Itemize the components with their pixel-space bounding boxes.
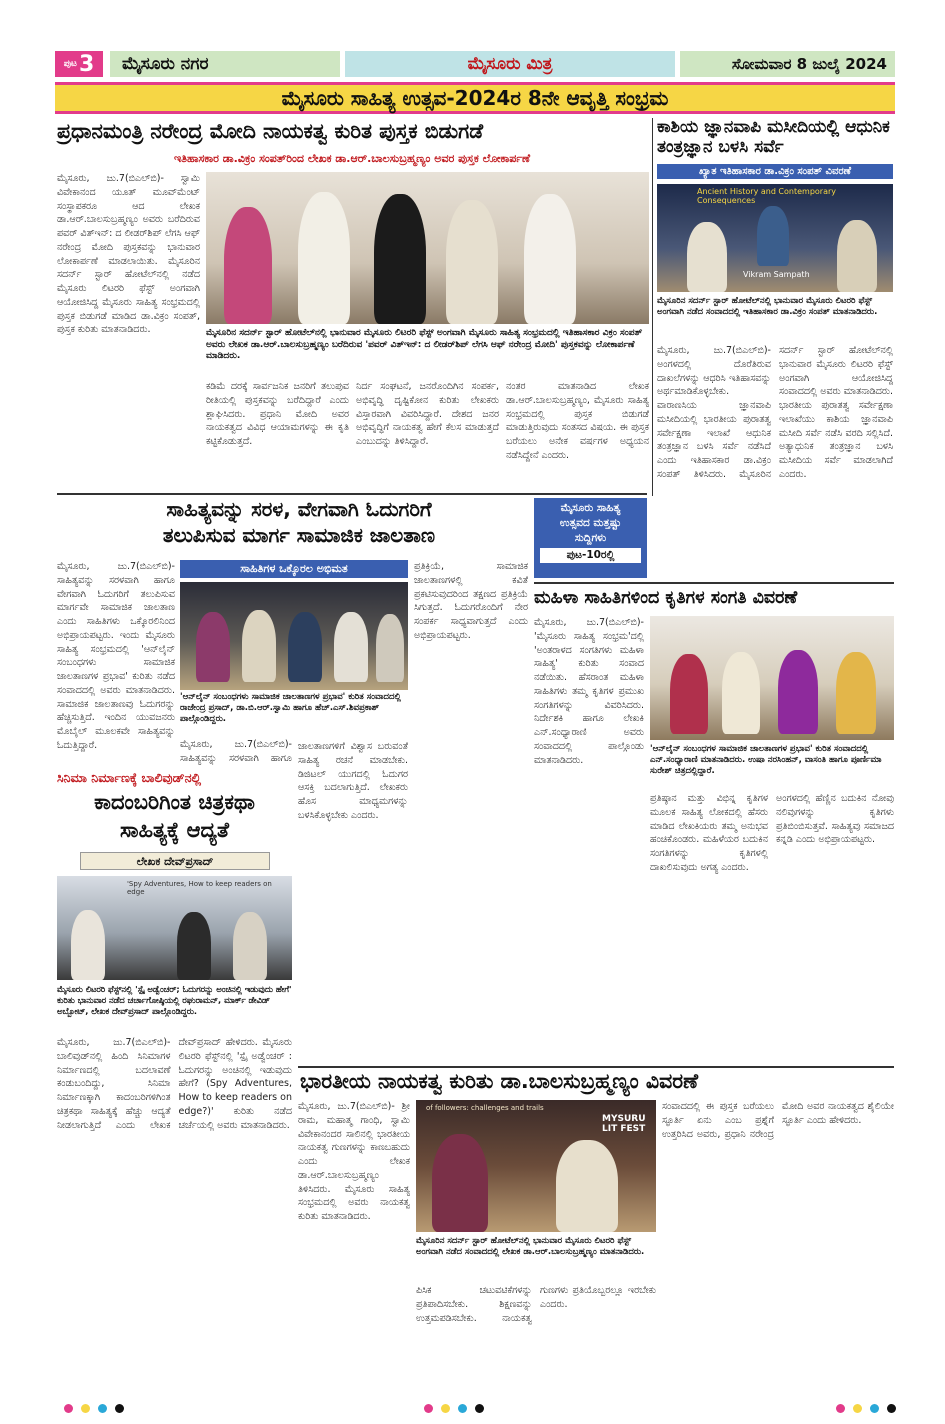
registration-dot — [98, 1404, 107, 1413]
story3-headline-line2: ತಲುಪಿಸುವ ಮಾರ್ಗ ಸಾಮಾಜಿಕ ಜಾಲತಾಣ — [162, 523, 436, 547]
story6-photo — [416, 1100, 656, 1232]
section-city: ಮೈಸೂರು ನಗರ — [110, 51, 340, 77]
screen-name: Vikram Sampath — [743, 270, 810, 279]
story3-body: ಮೈಸೂರು, ಜು.7(ಬಿಎಲ್‌ಬಿ)- ಸಾಹಿತ್ಯವನ್ನು ಸರಳವಾಗಿ ಹಾಗೂ ವೇಗವಾಗಿ ಓದುಗರಿಗೆ ತಲುಪಿಸುವ ಮಾರ್ಗವೇ ಸಾಮಾಜಿಕ ಜಾಲತಾಣ ಎಂದು ಸಾಹಿತಿಗಳು ಒಕ್ಕೊರಲಿನಿಂದ ಅಭಿಪ್ರಾಯಪಟ್ಟರು. ಇಂದು ಮೈಸೂರು ಸಾಹಿತ್ಯ ಸಂಭ್ರಮದಲ್ಲಿ 'ಆನ್‌ಲೈನ್ ಸಂಬಂಧಗಳು ಸಾಮಾಜಿಕ ಜಾಲತಾಣಗಳ ಪ್ರಭಾವ' ಕುರಿತು ನಡೆದ ಸಂವಾದದಲ್ಲಿ ಅವರು ಮಾತನಾಡಿದರು. ಸಾಮಾಜಿಕ ಜಾಲತಾಣವು ಓದುಗರನ್ನು ಹೆಚ್ಚಿಸುತ್ತಿದೆ. ಇಂದಿನ ಯುವಜನರು ಮೊಬೈಲ್ ಮೂಲಕವೇ ಸಾಹಿತ್ಯವನ್ನು ಓದುತ್ತಿದ್ದಾರೆ. — [57, 561, 175, 751]
registration-dot — [441, 1404, 450, 1413]
registration-dot — [81, 1404, 90, 1413]
issue-date: ಸೋಮವಾರ 8 ಜುಲೈ 2024 — [680, 51, 895, 77]
story4-headline: ಮಹಿಳಾ ಸಾಹಿತಿಗಳಿಂದ ಕೃತಿಗಳ ಸಂಗತಿ ವಿವರಣೆ — [534, 588, 798, 608]
person-figure — [334, 612, 368, 682]
registration-dot — [475, 1404, 484, 1413]
story1-caption: ಮೈಸೂರಿನ ಸದರ್ನ್ ಸ್ಟಾರ್ ಹೋಟೆಲ್‌ನಲ್ಲಿ ಭಾನುವಾರ ಮೈಸೂರು ಲಿಟರರಿ ಫೆಸ್ಟ್ ಅಂಗವಾಗಿ ಮೈಸೂರು ಸಾಹಿತ್ಯ ಸಂಭ್ರಮದಲ್ಲಿ ಇತಿಹಾಸಕಾರ ವಿಕ್ರಂ ಸಂಪತ್ ಅವರು ಲೇಖಕ ಡಾ.ಆರ್.ಬಾಲಸುಬ್ರಹ್ಮಣ್ಯಂ ಬರೆದಿರುವ 'ಪವರ್ ವಿತ್ಇನ್: ದ ಲೀಡರ್‌ಶಿಪ್ ಲೆಗಸಿ ಆಫ್ ನರೇಂದ್ರ ಮೋದಿ' ಪುಸ್ತಕವನ್ನು ಲೋಕಾರ್ಪಣೆ ಮಾಡಿದರು. — [206, 328, 643, 362]
person-figure — [837, 220, 877, 292]
promo-line2: ಉತ್ಸವದ ಮತ್ತಷ್ಟು — [559, 517, 622, 530]
story6-headline: ಭಾರತೀಯ ನಾಯಕತ್ವ ಕುರಿತು ಡಾ.ಬಾಲಸುಬ್ರಹ್ಮಣ್ಯಂ ವಿವರಣೆ — [300, 1069, 699, 1093]
story5-photo — [57, 876, 292, 980]
page-number-box — [55, 51, 103, 77]
person-figure — [836, 652, 876, 734]
person-figure — [556, 1140, 618, 1232]
registration-dot — [64, 1404, 73, 1413]
person-figure — [298, 192, 350, 324]
person-figure — [524, 194, 576, 324]
footer-registration-dots-center — [424, 1404, 484, 1413]
story3-col-extra: ಪ್ರತಿಕ್ರಿಯೆ, ಸಾಮಾಜಿಕ ಜಾಲತಾಣಗಳಲ್ಲಿ ಕವಿತೆ ಪ್ರಕಟಿಸುವುದರಿಂದ ತಕ್ಷಣದ ಪ್ರತಿಕ್ರಿಯೆ ಸಿಗುತ್ತದೆ. ಓದುಗರೊಂದಿಗೆ ನೇರ ಸಂಪರ್ಕ ಸಾಧ್ಯವಾಗುತ್ತದೆ ಎಂದು ಅಭಿಪ್ರಾಯಪಟ್ಟರು. — [414, 561, 528, 641]
person-figure — [376, 614, 404, 682]
registration-dot — [115, 1404, 124, 1413]
person-figure — [177, 912, 211, 980]
story1-col3: ನಿರ್ದ ಸಂಘಟನೆ, ಜನರೊಂದಿಗಿನ ಸಂಪರ್ಕ, ಅಭಿವೃದ್ಧಿ ದೃಷ್ಟಿಕೋನ ಕುರಿತು ಲೇಖಕರು ವಿಸ್ತಾರವಾಗಿ ವಿವರಿಸಿದ್ದಾರೆ. ದೇಶದ ಜನರ ಅಭಿವೃದ್ಧಿಗೆ ನಾಯಕತ್ವ ಹೇಗೆ ಕೆಲಸ ಮಾಡುತ್ತದೆ ಎಂಬುದನ್ನು ತಿಳಿಸಿದ್ದಾರೆ. — [356, 381, 499, 448]
registration-dot — [870, 1404, 879, 1413]
story6-col3: ಸಂವಾದದಲ್ಲಿ ಈ ಪುಸ್ತಕ ಬರೆಯಲು ಸ್ಫೂರ್ತಿ ಏನು ಎಂಬ ಪ್ರಶ್ನೆಗೆ ಉತ್ತರಿಸಿದ ಅವರು, ಪ್ರಧಾನಿ ನರೇಂದ್ರ ಮೋದಿ ಅವರ ನಾಯಕತ್ವದ ಶೈಲಿಯೇ ಸ್ಫೂರ್ತಿ ಎಂದು ಹೇಳಿದರು. — [662, 1101, 894, 1140]
section-divider — [298, 1066, 894, 1068]
promo-line1: ಮೈಸೂರು ಸಾಹಿತ್ಯ — [560, 502, 621, 514]
story4-photo — [650, 616, 894, 740]
person-figure — [242, 610, 276, 682]
story4-col1: ಮೈಸೂರು, ಜು.7(ಬಿಎಲ್‌ಬಿ)- 'ಮೈಸೂರು ಸಾಹಿತ್ಯ ಸಂಭ್ರಮ'ದಲ್ಲಿ 'ಅಂತರಾಳದ ಸಂಗತಿಗಳು ಮಹಿಳಾ ಸಾಹಿತ್ಯ' ಕುರಿತು ಸಂವಾದ ನಡೆಯಿತು. ಹೆಸರಾಂತ ಮಹಿಳಾ ಸಾಹಿತಿಗಳು ತಮ್ಮ ಕೃತಿಗಳ ಪ್ರಮುಖ ಸಂಗತಿಗಳನ್ನು ವಿವರಿಸಿದರು. ನಿರ್ದೇಶಕಿ ಹಾಗೂ ಲೇಖಕಿ ಎನ್.ಸಂಧ್ಯಾರಾಣಿ ಅವರು ಸಂವಾದದಲ್ಲಿ ಪಾಲ್ಗೊಂಡು ಮಾತನಾಡಿದರು. — [534, 617, 644, 766]
screen-text: Ancient History and Contemporary Consequences — [697, 187, 837, 205]
story5-headline-line2: ಸಾಹಿತ್ಯಕ್ಕೆ ಆದ್ಯತೆ — [120, 818, 229, 842]
story5-kicker: ಸಿನಿಮಾ ನಿರ್ಮಾಣಕ್ಕೆ ಬಾಲಿವುಡ್‌ನಲ್ಲಿ — [57, 770, 202, 785]
person-figure — [687, 222, 727, 292]
person-figure — [71, 910, 105, 980]
story2-photo — [657, 184, 893, 292]
newspaper-logo: ಮೈಸೂರು ಮಿತ್ರ — [345, 51, 675, 77]
column-divider — [652, 118, 653, 496]
promo-box — [534, 498, 647, 578]
story4-col3: ಅಂಗಳದಲ್ಲಿ ಹೆಣ್ಣಿನ ಬದುಕಿನ ನೋವು ನಲಿವುಗಳನ್ನು ಕೃತಿಗಳು ಪ್ರತಿಬಿಂಬಿಸುತ್ತವೆ. ಸಾಹಿತ್ಯವು ಸಮಾಜದ ಕನ್ನಡಿ ಎಂದು ಅಭಿಪ್ರಾಯಪಟ್ಟರು. — [776, 793, 894, 846]
person-figure — [374, 194, 426, 324]
story5-col2: ಜಾಲತಾಣಗಳಿಗೆ ವಿಶ್ವಾಸ ಬರುವಂತೆ ಸಾಹಿತ್ಯ ರಚನೆ ಮಾಡಬೇಕು. ಡಿಜಿಟಲ್ ಯುಗದಲ್ಲಿ ಓದುಗರ ಆಸಕ್ತಿ ಬದಲಾಗುತ್ತಿದೆ. ಲೇಖಕರು ಹೊಸ ಮಾಧ್ಯಮಗಳನ್ನು ಬಳಸಿಕೊಳ್ಳಬೇಕು ಎಂದರು. — [298, 741, 408, 821]
person-figure — [224, 207, 272, 324]
registration-dot — [458, 1404, 467, 1413]
story4-col2: ಪ್ರತಿಷ್ಠಾನ ಮತ್ತು ವಿಭಿನ್ನ ಕೃತಿಗಳ ಮೂಲಕ ಸಾಹಿತ್ಯ ಲೋಕದಲ್ಲಿ ಹೆಸರು ಮಾಡಿದ ಲೇಖಕಿಯರು ತಮ್ಮ ಅನುಭವ ಹಂಚಿಕೊಂಡರು. ಮಹಿಳೆಯರ ಬದುಕಿನ ಸಂಗತಿಗಳನ್ನು ಕೃತಿಗಳಲ್ಲಿ ದಾಖಲಿಸುವುದು ಅಗತ್ಯ ಎಂದರು. — [650, 793, 768, 873]
story2-headline: ಕಾಶಿಯ ಜ್ಞಾನವಾಪಿ ಮಸೀದಿಯಲ್ಲಿ ಆಧುನಿಕ ತಂತ್ರಜ್ಞಾನ ಬಳಸಿ ಸರ್ವೆ — [657, 117, 890, 157]
registration-dot — [887, 1404, 896, 1413]
person-figure — [722, 652, 760, 734]
story6-col1: ಮೈಸೂರು, ಜು.7(ಬಿಎಲ್‌ಬಿ)- ಶ್ರೀ ರಾಮ, ಮಹಾತ್ಮ ಗಾಂಧಿ, ಸ್ವಾಮಿ ವಿವೇಕಾನಂದರ ಸಾಲಿನಲ್ಲಿ ಭಾರತೀಯ ನಾಯಕತ್ವ ಗುಣಗಳನ್ನು ಕಾಣಬಹುದು ಎಂದು ಲೇಖಕ ಡಾ.ಆರ್.ಬಾಲಸುಬ್ರಹ್ಮಣ್ಯಂ ತಿಳಿಸಿದರು. ಮೈಸೂರು ಸಾಹಿತ್ಯ ಸಂಭ್ರಮದಲ್ಲಿ ಅವರು ನಾಯಕತ್ವ ಕುರಿತು ಮಾತನಾಡಿದರು. — [298, 1101, 410, 1223]
promo-line4: ಪುಟ-10ರಲ್ಲಿ — [540, 548, 641, 563]
person-figure — [233, 912, 267, 980]
person-figure — [432, 1134, 488, 1232]
story3-headline-line1: ಸಾಹಿತ್ಯವನ್ನು ಸರಳ, ವೇಗವಾಗಿ ಓದುಗರಿಗೆ — [166, 497, 432, 521]
screen-sub: of followers: challenges and trails — [426, 1104, 544, 1112]
registration-dot — [424, 1404, 433, 1413]
registration-dot — [853, 1404, 862, 1413]
footer-registration-dots-left — [64, 1404, 124, 1413]
person-figure — [670, 654, 708, 734]
story3-photo — [180, 582, 408, 690]
story3-col-mid: ಮೈಸೂರು, ಜು.7(ಬಿಎಲ್‌ಬಿ)- ಸಾಹಿತ್ಯವನ್ನು ಸರಳವಾಗಿ ಹಾಗೂ — [180, 739, 292, 764]
story5-headline-line1: ಕಾದಂಬರಿಗಿಂತ ಚಿತ್ರಕಥಾ — [94, 790, 255, 814]
story1-subhead: ಇತಿಹಾಸಕಾರ ಡಾ.ವಿಕ್ರಂ ಸಂಪತ್‌ರಿಂದ ಲೇಖಕ ಡಾ.ಆರ್.ಬಾಲಸುಬ್ರಹ್ಮಣ್ಯಂ ಅವರ ಪುಸ್ತಕ ಲೋಕಾರ್ಪಣೆ — [173, 152, 531, 165]
story5-byline: ಲೇಖಕ ದೇವ್‌ಪ್ರಸಾದ್ — [80, 852, 270, 870]
screen-text: MYSURU LIT FEST — [602, 1114, 646, 1134]
story1-photo — [206, 172, 649, 324]
story2-subhead: ಖ್ಯಾತ ಇತಿಹಾಸಕಾರ ಡಾ.ವಿಕ್ರಂ ಸಂಪತ್ ವಿವರಣೆ — [657, 164, 893, 179]
story6-caption: ಮೈಸೂರಿನ ಸದರ್ನ್ ಸ್ಟಾರ್ ಹೋಟೆಲ್‌ನಲ್ಲಿ ಭಾನುವಾರ ಮೈಸೂರು ಲಿಟರರಿ ಫೆಸ್ಟ್ ಅಂಗವಾಗಿ ನಡೆದ ಸಂವಾದದಲ್ಲಿ ಲೇಖಕ ಡಾ.ಆರ್.ಬಾಲಸುಬ್ರಹ್ಮಣ್ಯಂ ಮಾತನಾಡಿದರು. — [416, 1236, 645, 1258]
story2-caption: ಮೈಸೂರಿನ ಸದರ್ನ್ ಸ್ಟಾರ್ ಹೋಟೆಲ್‌ನಲ್ಲಿ ಭಾನುವಾರ ಮೈಸೂರು ಲಿಟರರಿ ಫೆಸ್ಟ್ ಅಂಗವಾಗಿ ನಡೆದ ಸಂವಾದದಲ್ಲಿ ಇತಿಹಾಸಕಾರ ಡಾ.ವಿಕ್ರಂ ಸಂಪತ್ ಮಾತನಾಡಿದರು. — [657, 296, 878, 318]
footer-registration-dots-right — [836, 1404, 896, 1413]
story1-headline: ಪ್ರಧಾನಮಂತ್ರಿ ನರೇಂದ್ರ ಮೋದಿ ನಾಯಕತ್ವ ಕುರಿತ ಪುಸ್ತಕ ಬಿಡುಗಡೆ — [57, 119, 484, 143]
story4-caption: 'ಆನ್‌ಲೈನ್ ಸಂಬಂಧಗಳ ಸಾಮಾಜಿಕ ಜಾಲತಾಣಗಳ ಪ್ರಭಾವ' ಕುರಿತ ಸಂವಾದದಲ್ಲಿ ಎನ್.ಸಂಧ್ಯಾರಾಣಿ ಮಾತನಾಡಿದರು. ಉಷಾ ನರಸಿಂಹನ್, ವಾಸಂತಿ ಹಾಗೂ ಪೂರ್ಣಿಮಾ ಸುರೇಶ್ ಚಿತ್ರದಲ್ಲಿದ್ದಾರೆ. — [650, 744, 882, 777]
story1-col1: ಮೈಸೂರು, ಜು.7(ಬಿಎಲ್‌ಬಿ)- ಸ್ವಾಮಿ ವಿವೇಕಾನಂದ ಯೂತ್ ಮೂವ್‌ಮೆಂಟ್ ಸಂಸ್ಥಾಪಕರೂ ಆದ ಲೇಖಕ ಡಾ.ಆರ್.ಬಾಲಸುಬ್ರಹ್ಮಣ್ಯಂ ಅವರು ಬರೆದಿರುವ ಪವರ್ ವಿತ್ಇನ್: ದ ಲೀಡರ್‌ಶಿಪ್ ಲೆಗಸಿ ಆಫ್ ನರೇಂದ್ರ ಮೋದಿ ಪುಸ್ತಕವನ್ನು ಭಾನುವಾರ ಲೋಕಾರ್ಪಣೆ ಮಾಡಲಾಯಿತು. ಮೈಸೂರಿನ ಸದರ್ನ್ ಸ್ಟಾರ್ ಹೋಟೆಲ್‌ನಲ್ಲಿ ನಡೆದ ಮೈಸೂರು ಲಿಟರರಿ ಫೆಸ್ಟ್ ಅಂಗವಾಗಿ ಆಯೋಜಿಸಿದ್ದ ಮೈಸೂರು ಸಾಹಿತ್ಯ ಸಂಭ್ರಮದಲ್ಲಿ ಪುಸ್ತಕ ಬಿಡುಗಡೆ ಮಾಡಿದ ಡಾ.ವಿಕ್ರಂ ಸಂಪತ್, ಪುಸ್ತಕ ಕುರಿತು ಮಾತನಾಡಿದರು. — [57, 173, 200, 336]
story1-col4-b: ನಂತರ ಮಾತನಾಡಿದ ಲೇಖಕ ಡಾ.ಆರ್.ಬಾಲಸುಬ್ರಹ್ಮಣ್ಯಂ, ಮೈಸೂರು ಸಾಹಿತ್ಯ ಸಂಭ್ರಮದಲ್ಲಿ ಪುಸ್ತಕ ಬಿಡುಗಡೆ ಮಾಡುತ್ತಿರುವುದು ಸಂತಸದ ವಿಷಯ. ಈ ಪುಸ್ತಕ ಬರೆಯಲು ಅನೇಕ ವರ್ಷಗಳ ಅಧ್ಯಯನ ನಡೆಸಿದ್ದೇನೆ ಎಂದರು. — [506, 381, 649, 461]
person-figure — [196, 612, 230, 682]
person-figure — [446, 200, 498, 324]
person-figure — [757, 206, 789, 266]
page-number: 3 — [78, 51, 95, 77]
story3-caption: 'ಆನ್‌ಲೈನ್ ಸಂಬಂಧಗಳು ಸಾಮಾಜಿಕ ಜಾಲತಾಣಗಳ ಪ್ರಭಾವ' ಕುರಿತ ಸಂವಾದದಲ್ಲಿ ರಾಜೇಂದ್ರ ಪ್ರಸಾದ್, ಡಾ.ಬಿ.ಆರ್.ಸ್ವಾಮಿ ಹಾಗೂ ಹೆಚ್.ಎಸ್.ಶಿವಪ್ರಕಾಶ್ ಪಾಲ್ಗೊಂಡಿದ್ದರು. — [180, 692, 401, 725]
story1-col2: ಕಡಿಮೆ ದರಕ್ಕೆ ಸಾರ್ವಜನಿಕ ಜನರಿಗೆ ತಲುಪುವ ರೀತಿಯಲ್ಲಿ ಪುಸ್ತಕವನ್ನು ಬರೆದಿದ್ದಾರೆ ಎಂದು ಶ್ಲಾಘಿಸಿದರು. ಪ್ರಧಾನಿ ಮೋದಿ ಅವರ ನಾಯಕತ್ವದ ವಿವಿಧ ಆಯಾಮಗಳನ್ನು ಈ ಕೃತಿ ಕಟ್ಟಿಕೊಡುತ್ತದೆ. — [206, 381, 349, 448]
festival-banner: ಮೈಸೂರು ಸಾಹಿತ್ಯ ಉತ್ಸವ-2024ರ 8ನೇ ಆವೃತ್ತಿ ಸಂಭ್ರಮ — [55, 82, 895, 114]
page-label: ಪುಟ — [63, 59, 77, 69]
story5-caption: ಮೈಸೂರು ಲಿಟರರಿ ಫೆಸ್ಟ್‌ನಲ್ಲಿ 'ಸ್ಪೈ ಅಡ್ವೆಂಚರ್; ಓದುಗರನ್ನು ಅಂಚಿನಲ್ಲಿ ಇಡುವುದು ಹೇಗೆ' ಕುರಿತು ಭಾನುವಾರ ನಡೆದ ಚರ್ಚಾಗೋಷ್ಠಿಯಲ್ಲಿ ರಘುರಾಮನ್, ಮಾರ್ಕ್ ಡೇವಿಡ್ ಅಬ್ಬೋಟ್, ಲೇಖಕ ದೇವ್‌ಪ್ರಸಾದ್ ಪಾಲ್ಗೊಂಡಿದ್ದರು. — [57, 984, 292, 1016]
screen-text: 'Spy Adventures, How to keep readers on edge — [127, 880, 272, 896]
person-figure — [778, 650, 818, 734]
promo-line3: ಸುದ್ದಿಗಳು — [574, 532, 607, 545]
story6-col2: ಪಿಸಿಕ ಚಟುವಟಿಕೆಗಳನ್ನು ಪ್ರತಿಪಾದಿಸಬೇಕು. ಶಿಕ್ಷಣವನ್ನು ಉತ್ತಮಪಡಿಸಬೇಕು. ನಾಯಕತ್ವ ಗುಣಗಳು ಪ್ರತಿಯೊಬ್ಬರಲ್ಲೂ ಇರಬೇಕು ಎಂದರು. — [416, 1285, 656, 1324]
story5-col1: ಮೈಸೂರು, ಜು.7(ಬಿಎಲ್‌ಬಿ)- ಬಾಲಿವುಡ್‌ನಲ್ಲಿ ಹಿಂದಿ ಸಿನಿಮಾಗಳ ನಿರ್ಮಾಣದಲ್ಲಿ ಬದಲಾವಣೆ ಕಂಡುಬಂದಿದ್ದು, ಸಿನಿಮಾ ನಿರ್ಮಾಣಕ್ಕಾಗಿ ಕಾದಂಬರಿಗಳಿಗಿಂತ ಚಿತ್ರಕಥಾ ಸಾಹಿತ್ಯಕ್ಕೆ ಹೆಚ್ಚು ಆದ್ಯತೆ ನೀಡಲಾಗುತ್ತಿದೆ ಎಂದು ಲೇಖಕ ದೇವ್‌ಪ್ರಸಾದ್ ಹೇಳಿದರು. ಮೈಸೂರು ಲಿಟರರಿ ಫೆಸ್ಟ್‌ನಲ್ಲಿ 'ಸ್ಪೈ ಅಡ್ವೆಂಚರ್ : ಓದುಗರನ್ನು ಅಂಚಿನಲ್ಲಿ ಇಡುವುದು ಹೇಗೆ? (Spy Adventures, How to keep readers on edge?)' ಕುರಿತು ನಡೆದ ಚರ್ಚೆಯಲ್ಲಿ ಅವರು ಮಾತನಾಡಿದರು. — [57, 1037, 292, 1131]
registration-dot — [836, 1404, 845, 1413]
story2-body: ಮೈಸೂರು, ಜು.7(ಬಿಎಲ್‌ಬಿ)- ಅಂಗಳದಲ್ಲಿ ದೊರೆತಿರುವ ದಾಖಲೆಗಳನ್ನು ಆಧರಿಸಿ ಇತಿಹಾಸವನ್ನು ಅರ್ಥಮಾಡಿಕೊಳ್ಳಬೇಕು. ವಾರಾಣಸಿಯ ಜ್ಞಾನವಾಪಿ ಮಸೀದಿಯಲ್ಲಿ ಭಾರತೀಯ ಪುರಾತತ್ವ ಸರ್ವೇಕ್ಷಣಾ ಇಲಾಖೆ ಆಧುನಿಕ ತಂತ್ರಜ್ಞಾನ ಬಳಸಿ ಸರ್ವೆ ನಡೆಸಿದೆ ಎಂದು ಇತಿಹಾಸಕಾರ ಡಾ.ವಿಕ್ರಂ ಸಂಪತ್ ತಿಳಿಸಿದರು. ಮೈಸೂರಿನ ಸದರ್ನ್ ಸ್ಟಾರ್ ಹೋಟೆಲ್‌ನಲ್ಲಿ ಭಾನುವಾರ ಮೈಸೂರು ಲಿಟರರಿ ಫೆಸ್ಟ್ ಅಂಗವಾಗಿ ಆಯೋಜಿಸಿದ್ದ ಸಂವಾದದಲ್ಲಿ ಅವರು ಮಾತನಾಡಿದರು. ಭಾರತೀಯ ಪುರಾತತ್ವ ಸರ್ವೇಕ್ಷಣಾ ಇಲಾಖೆಯು ಕಾಶಿಯ ಜ್ಞಾನವಾಪಿ ಮಸೀದಿ ಸರ್ವೆ ನಡೆಸಿ ವರದಿ ಸಲ್ಲಿಸಿದೆ. ಅತ್ಯಾಧುನಿಕ ತಂತ್ರಜ್ಞಾನ ಬಳಸಿ ಮಸೀದಿಯ ಸರ್ವೆ ಮಾಡಲಾಗಿದೆ ಎಂದರು. — [657, 345, 893, 480]
section-divider — [57, 493, 647, 495]
masthead — [55, 49, 895, 79]
story3-subhead: ಸಾಹಿತಿಗಳ ಒಕ್ಕೊರಲ ಅಭಿಮತ — [180, 560, 408, 578]
section-divider — [534, 582, 894, 584]
person-figure — [288, 612, 322, 682]
